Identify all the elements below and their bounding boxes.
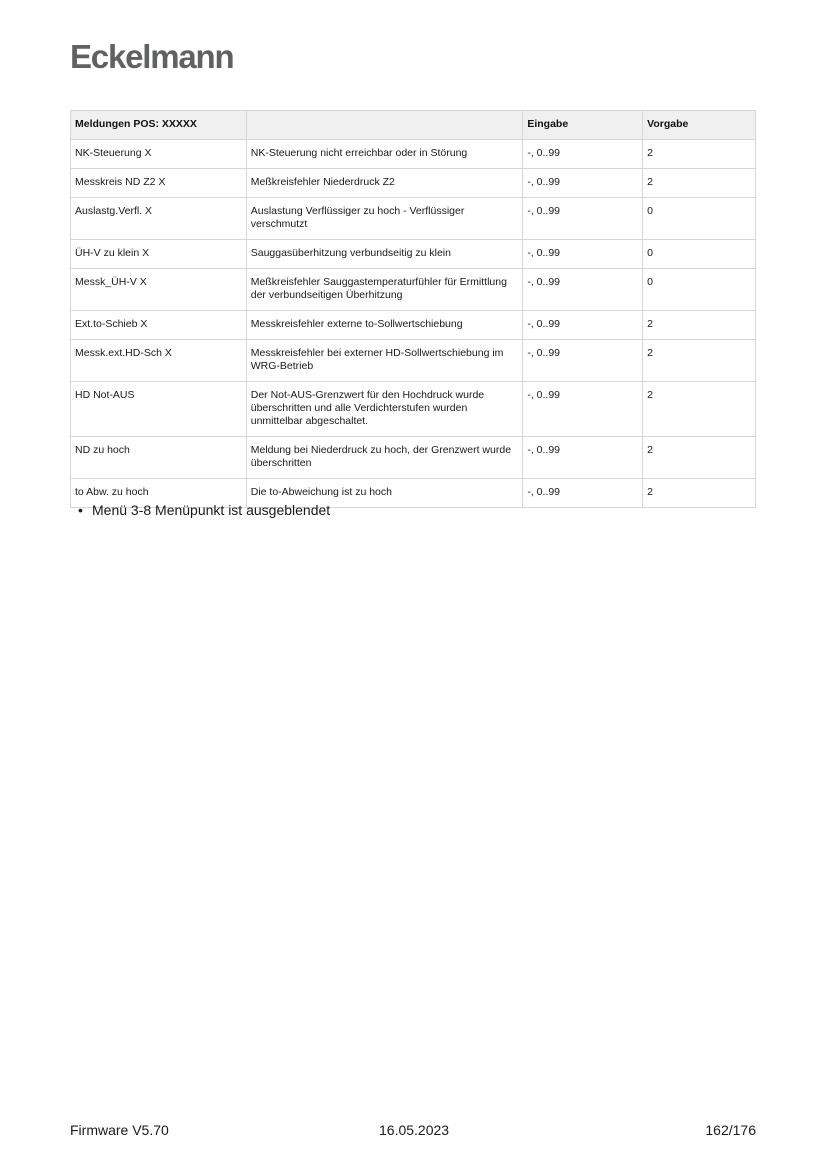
footer-page-number: 162/176: [705, 1122, 756, 1138]
cell-description: Sauggasüberhitzung verbundseitig zu klein: [246, 240, 523, 269]
cell-input: -, 0..99: [523, 198, 643, 240]
cell-default: 2: [643, 140, 756, 169]
cell-description: Die to-Abweichung ist zu hoch: [246, 479, 523, 508]
cell-input: -, 0..99: [523, 311, 643, 340]
table-row: [71, 198, 756, 240]
header-description: [246, 111, 523, 140]
cell-name: HD Not-AUS: [71, 382, 247, 437]
list-item: [78, 502, 330, 518]
cell-description: Meldung bei Niederdruck zu hoch, der Grenzwert wurde überschritten: [246, 437, 523, 479]
header-default: Vorgabe: [643, 111, 756, 140]
cell-input: -, 0..99: [523, 479, 643, 508]
bullet-marker: •: [78, 502, 83, 518]
notes-list: [78, 502, 330, 518]
cell-input: -, 0..99: [523, 269, 643, 311]
cell-name: ND zu hoch: [71, 437, 247, 479]
cell-input: -, 0..99: [523, 169, 643, 198]
cell-default: 2: [643, 169, 756, 198]
cell-default: 0: [643, 269, 756, 311]
header-messages: Meldungen POS: XXXXX: [71, 111, 247, 140]
note-text: Menü 3-8 Menüpunkt ist ausgeblendet: [92, 502, 331, 518]
cell-description: Messkreisfehler bei externer HD-Sollwertschiebung im WRG-Betrieb: [246, 340, 523, 382]
cell-default: 2: [643, 311, 756, 340]
cell-input: -, 0..99: [523, 382, 643, 437]
cell-name: Messkreis ND Z2 X: [71, 169, 247, 198]
cell-name: Ext.to-Schieb X: [71, 311, 247, 340]
cell-description: Der Not-AUS-Grenzwert für den Hochdruck wurde überschritten und alle Verdichterstufen wurden unmittelbar abgeschaltet.: [246, 382, 523, 437]
footer-date: 16.05.2023: [379, 1122, 450, 1138]
cell-name: Messk.ext.HD-Sch X: [71, 340, 247, 382]
cell-default: 0: [643, 240, 756, 269]
cell-default: 0: [643, 198, 756, 240]
header-input: Eingabe: [523, 111, 643, 140]
cell-description: Meßkreisfehler Niederdruck Z2: [246, 169, 523, 198]
cell-default: 2: [643, 340, 756, 382]
cell-default: 2: [643, 437, 756, 479]
cell-input: -, 0..99: [523, 240, 643, 269]
table-row: [71, 382, 756, 437]
table-row: [71, 140, 756, 169]
table-row: [71, 311, 756, 340]
cell-description: Messkreisfehler externe to-Sollwertschiebung: [246, 311, 523, 340]
cell-name: NK-Steuerung X: [71, 140, 247, 169]
cell-input: -, 0..99: [523, 140, 643, 169]
cell-name: to Abw. zu hoch: [71, 479, 247, 508]
cell-default: 2: [643, 382, 756, 437]
cell-description: Auslastung Verflüssiger zu hoch - Verflüssiger verschmutzt: [246, 198, 523, 240]
cell-description: Meßkreisfehler Sauggastemperaturfühler für Ermittlung der verbundseitigen Überhitzung: [246, 269, 523, 311]
table-row: [71, 169, 756, 198]
cell-input: -, 0..99: [523, 437, 643, 479]
cell-default: 2: [643, 479, 756, 508]
cell-name: Messk_ÜH-V X: [71, 269, 247, 311]
messages-table: [70, 110, 756, 508]
company-logo: Eckelmann: [70, 38, 234, 75]
footer-firmware: Firmware V5.70: [70, 1122, 169, 1138]
table-row: [71, 437, 756, 479]
cell-name: ÜH-V zu klein X: [71, 240, 247, 269]
table-row: [71, 269, 756, 311]
cell-name: Auslastg.Verfl. X: [71, 198, 247, 240]
table-header-row: [71, 111, 756, 140]
table-row: [71, 340, 756, 382]
cell-input: -, 0..99: [523, 340, 643, 382]
cell-description: NK-Steuerung nicht erreichbar oder in Störung: [246, 140, 523, 169]
table-row: [71, 240, 756, 269]
